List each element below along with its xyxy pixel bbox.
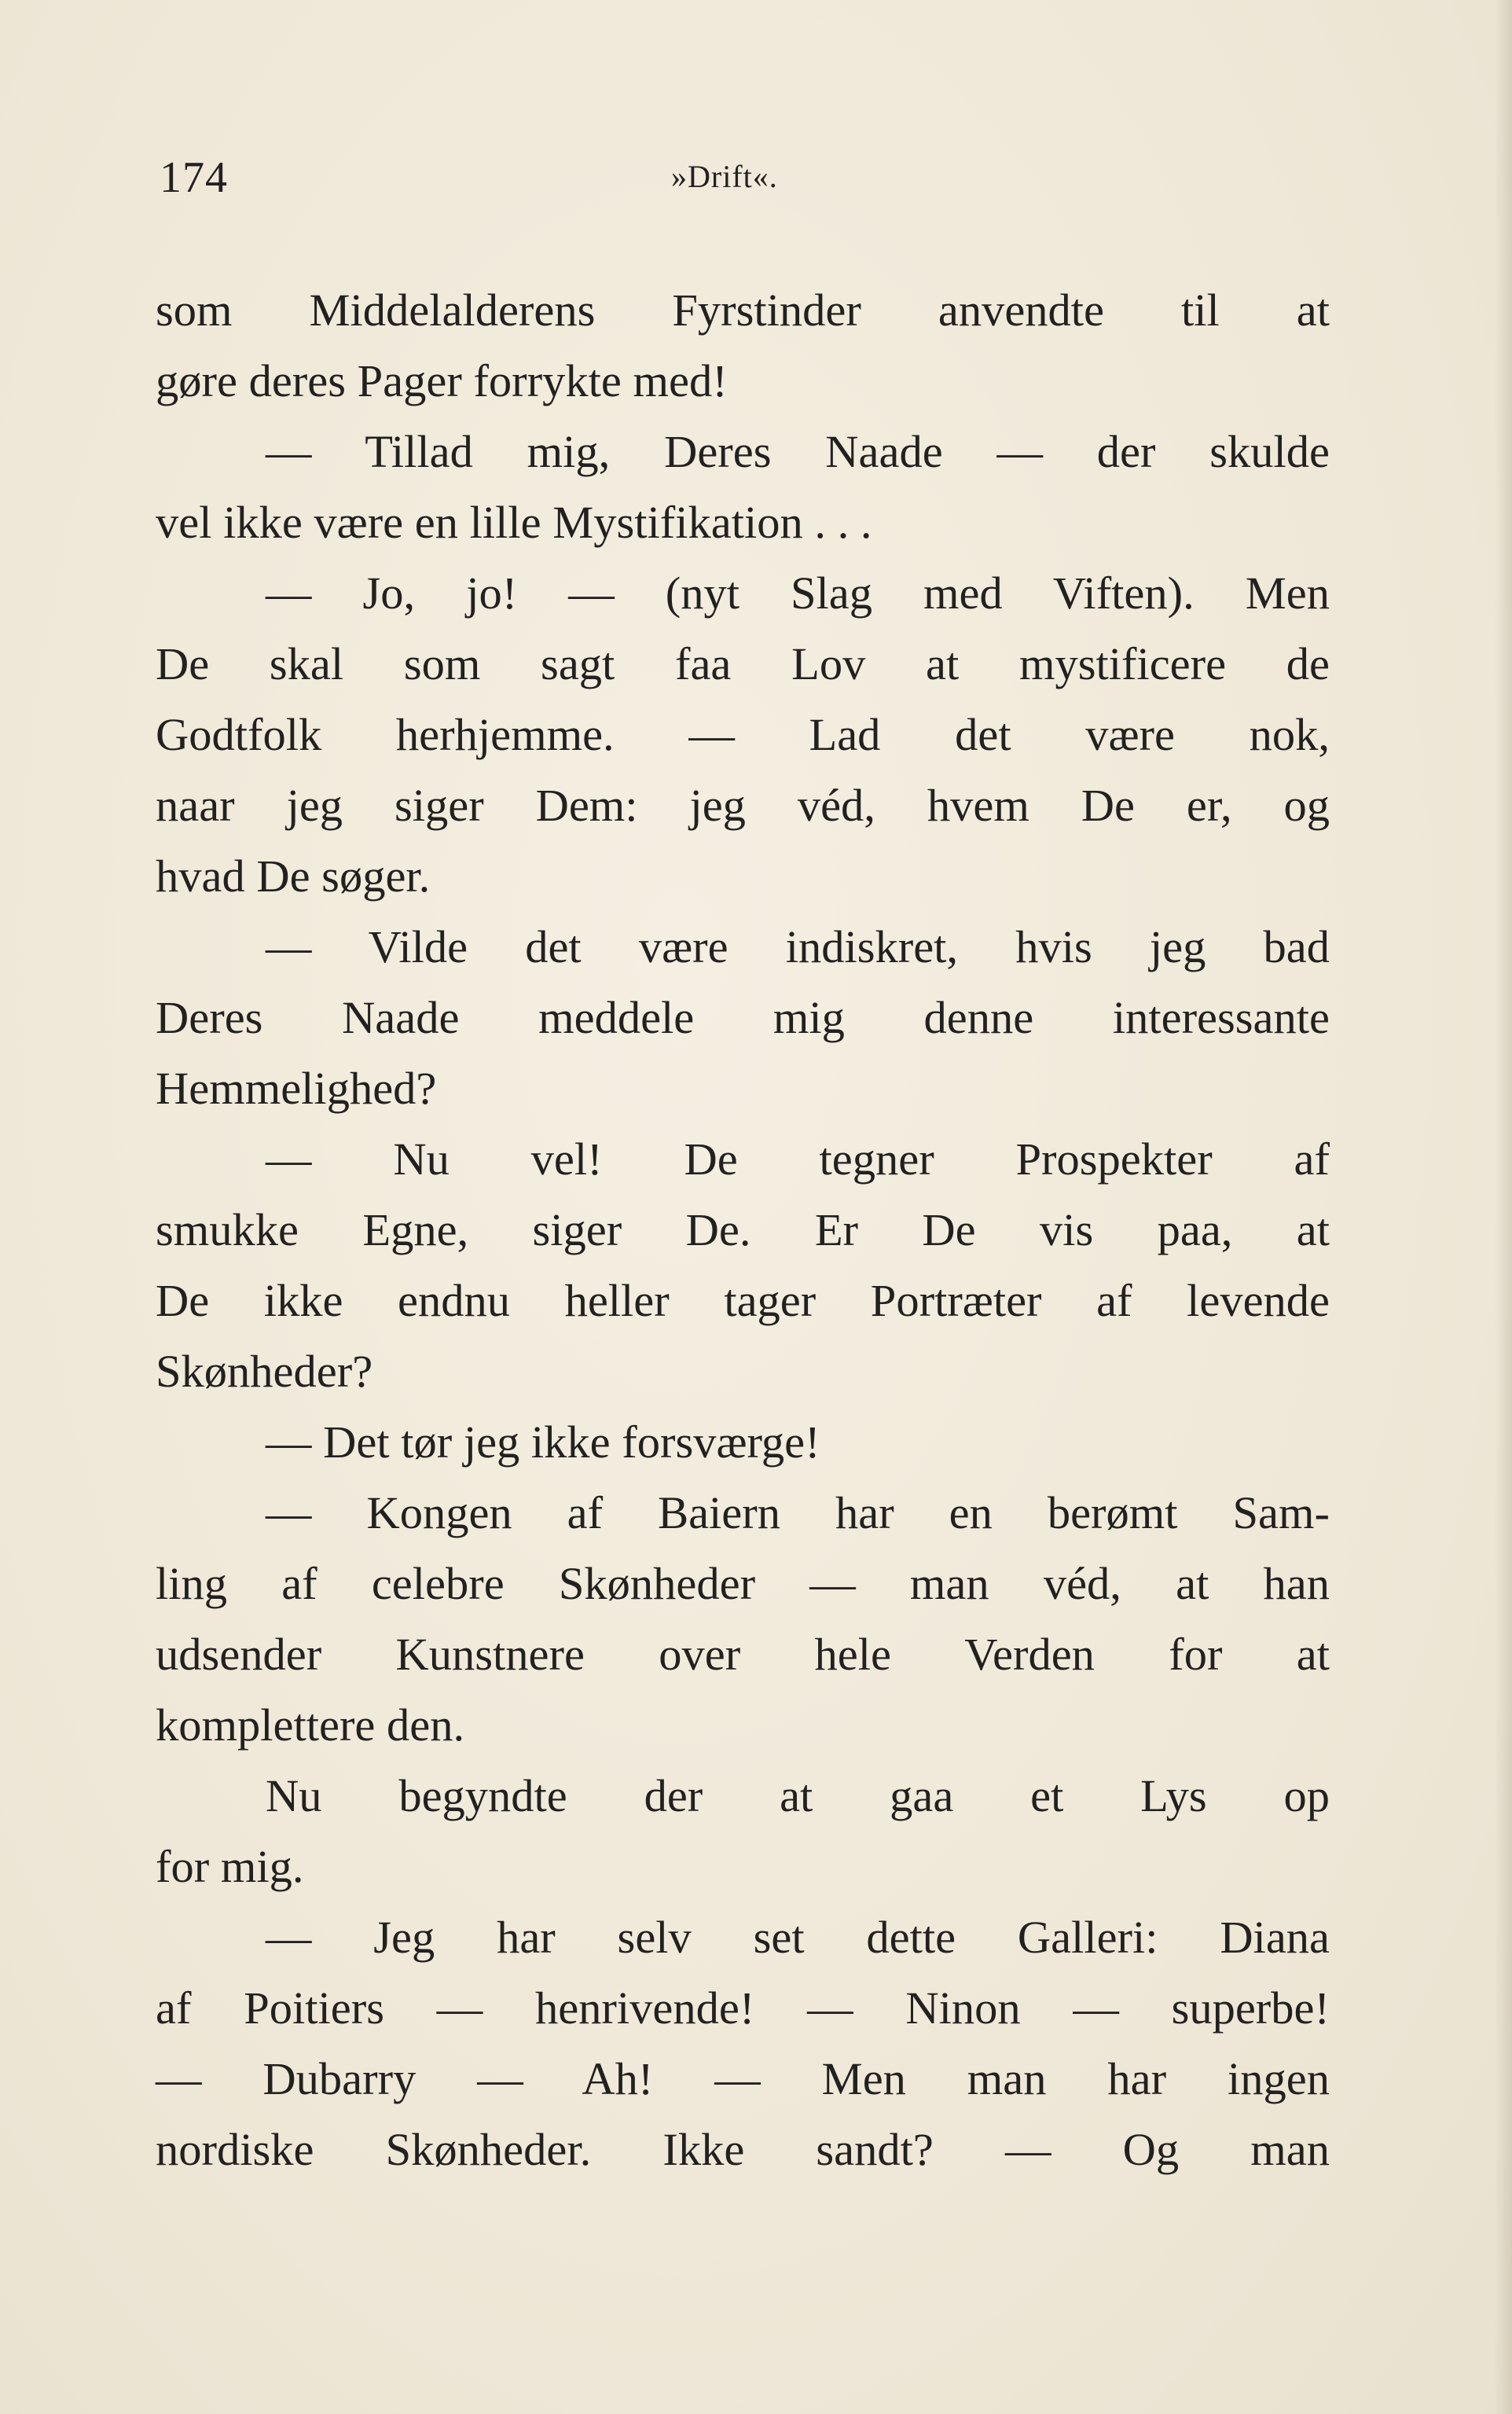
body-text (156, 275, 1330, 2185)
text-line: Hemmelighed? (156, 1063, 437, 1114)
text-line: udsender Kunstnere over hele Verden for at (156, 1629, 1330, 1680)
text-line: naar jeg siger Dem: jeg véd, hvem De er, og (156, 780, 1330, 831)
text-line: Nu begyndte der at gaa et Lys op (266, 1770, 1330, 1821)
text-line: af Poitiers — henrivende! — Ninon — superbe! (156, 1982, 1330, 2034)
text-line: Skønheder? (156, 1346, 373, 1397)
text-line: Godtfolk herhjemme. — Lad det være nok, (156, 709, 1330, 760)
text-line: De ikke endnu heller tager Portræter af levende (156, 1275, 1330, 1326)
text-line: — Det tør jeg ikke forsværge! (266, 1416, 820, 1468)
page-edge-shadow (1495, 0, 1512, 2414)
text-line: vel ikke være en lille Mystifikation . . . (156, 497, 872, 548)
text-line: — Dubarry — Ah! — Men man har ingen (156, 2053, 1330, 2104)
text-line: — Vilde det være indiskret, hvis jeg bad (266, 921, 1330, 972)
page-number: 174 (160, 153, 228, 202)
text-line: som Middelalderens Fyrstinder anvendte til at (156, 285, 1330, 336)
text-line: hvad De søger. (156, 851, 431, 902)
text-line: — Kongen af Baiern har en berømt Sam- (266, 1487, 1330, 1538)
text-line: gøre deres Pager forrykte med! (156, 355, 728, 406)
text-line: — Jo, jo! — (nyt Slag med Viften). Men (266, 568, 1330, 619)
text-line: smukke Egne, siger De. Er De vis paa, at (156, 1204, 1330, 1255)
text-line: — Tillad mig, Deres Naade — der skulde (266, 426, 1330, 477)
text-line: — Jeg har selv set dette Galleri: Diana (266, 1912, 1330, 1963)
text-line: ling af celebre Skønheder — man véd, at han (156, 1558, 1330, 1609)
text-line: komplettere den. (156, 1699, 465, 1751)
running-title: »Drift«. (671, 159, 778, 194)
text-line: Deres Naade meddele mig denne interessante (156, 992, 1330, 1043)
text-line: nordiske Skønheder. Ikke sandt? — Og man (156, 2124, 1330, 2175)
text-line: for mig. (156, 1841, 304, 1892)
text-line: De skal som sagt faa Lov at mystificere de (156, 638, 1330, 689)
text-line: — Nu vel! De tegner Prospekter af (266, 1134, 1330, 1185)
